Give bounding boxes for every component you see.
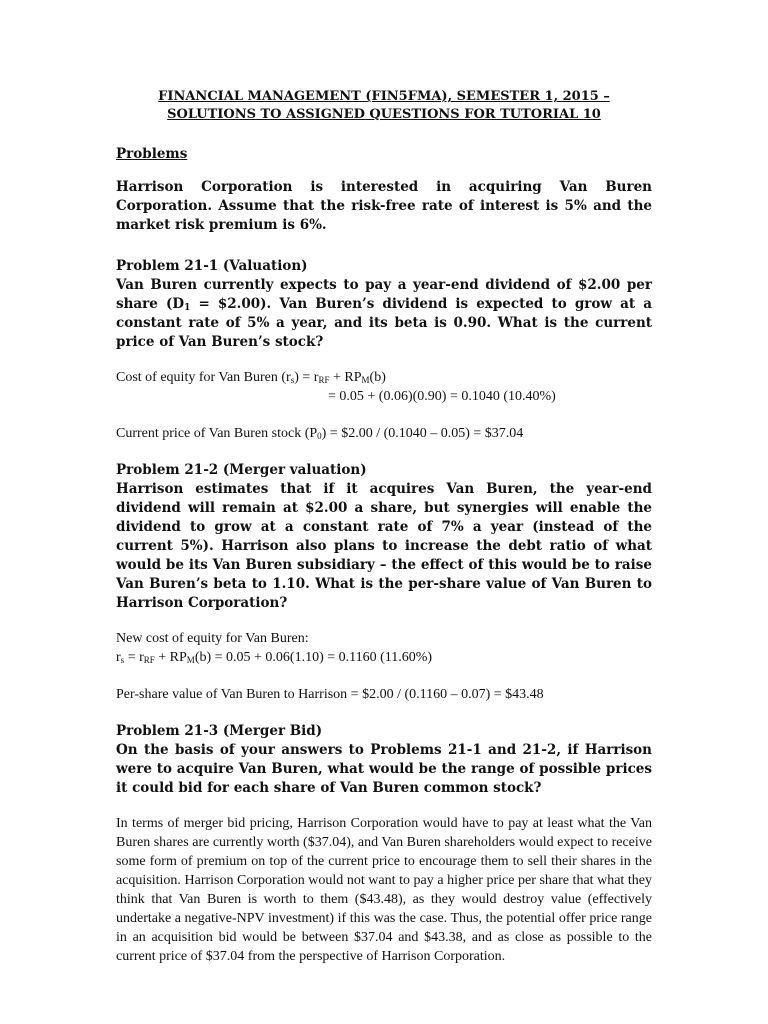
subscript: 0 [317,431,322,441]
text-part: Current price of Van Buren stock (P [116,426,318,441]
problem-21-2-heading: Problem 21-2 (Merger valuation) [116,462,367,478]
new-cost-of-equity-equation [116,648,652,667]
problem-21-3-heading: Problem 21-3 (Merger Bid) [116,723,323,739]
problems-heading: Problems [116,146,188,162]
subscript: M [361,375,370,385]
text-part: (b) [369,370,386,385]
new-cost-of-equity-label: New cost of equity for Van Buren: [116,631,309,646]
text-part: r [116,650,121,665]
text-part: = r [124,650,144,665]
problem-21-1-heading: Problem 21-1 (Valuation) [116,258,308,274]
per-share-value-line: Per-share value of Van Buren to Harrison = $2.00 / (0.1160 – 0.07) = $43.48 [116,687,544,702]
text-part: (b) = 0.05 + 0.06(1.10) = 0.1160 (11.60%) [194,650,433,665]
document-title [116,88,652,124]
subscript: s [290,375,295,385]
text-part: + RP [154,650,187,665]
problem-21-2-question: Harrison estimates that if it acquires Van Buren, the year-end dividend will remain at $2.00 a share, but synergies will enable the dividend to grow at a constant rate of 7% a year (instead of the current 5%). Harrison also plans to increase the debt ratio of what would be its Van Buren subsidiary – the effect of this would be to raise Van Buren’s beta to 1.10. What is the per-share value of Van Buren to Harrison Corporation? [116,481,652,611]
current-price-line [116,424,652,443]
subscript: RF [318,375,330,385]
text-part: Cost of equity for Van Buren (r [116,370,291,385]
cost-of-equity-line [116,368,652,387]
question-text-part: Van Buren currently expects to pay a year-end dividend of $2.00 per share (D [116,277,652,312]
title-line-1: FINANCIAL MANAGEMENT (FIN5FMA), SEMESTER 1, 2015 – [158,89,610,104]
subscript: 1 [184,303,191,313]
problem-21-3-answer: In terms of merger bid pricing, Harrison Corporation would have to pay at least what the Van Buren shares are currently worth ($37.04), and Van Buren shareholders would expect to receive some form of premium on top of the current price to encourage them to sell their shares in the acquisition. Harrison Corporation would not want to pay a higher price per share that what they think that Van Buren is worth to them ($43.48), as they would destroy value (effectively undertake a negative-NPV investment) if this was the case. Thus, the potential offer price range in an acquisition bid would be between $37.04 and $43.38, and as close as possible to the current price of $37.04 from the perspective of Harrison Corporation. [116,816,652,964]
problem-21-3-question: On the basis of your answers to Problems 21-1 and 21-2, if Harrison were to acquire Van Buren, what would be the range of possible prices it could bid for each share of Van Buren common stock? [116,742,652,796]
text-part: + RP [329,370,362,385]
text-part: ) = $2.00 / (0.1040 – 0.05) = $37.04 [321,426,524,441]
intro-paragraph: Harrison Corporation is interested in acquiring Van Buren Corporation. Assume that the risk-free rate of interest is 5% and the market risk premium is 6%. [116,179,652,233]
subscript: s [120,655,125,665]
cost-of-equity-calculation: = 0.05 + (0.06)(0.90) = 0.1040 (10.40%) [328,389,556,404]
subscript: M [186,655,195,665]
subscript: RF [143,655,155,665]
text-part: ) = r [294,370,319,385]
problem-21-1-question [116,276,652,352]
question-text-part: = $2.00). Van Buren’s dividend is expected to grow at a constant rate of 5% a year, and its beta is 0.90. What is the current price of Van Buren’s stock? [116,296,652,350]
title-line-2: SOLUTIONS TO ASSIGNED QUESTIONS FOR TUTORIAL 10 [167,107,601,122]
